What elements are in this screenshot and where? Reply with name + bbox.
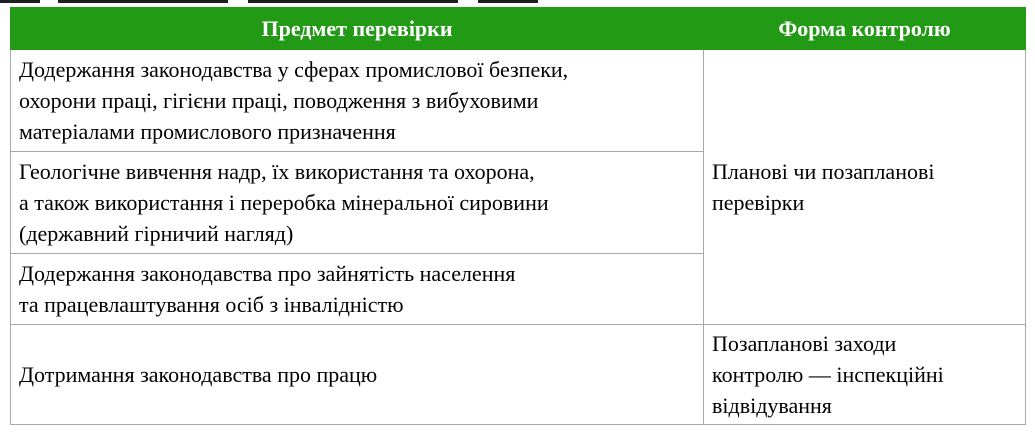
cropped-text-strip [0, 0, 1035, 5]
table-row [11, 50, 1026, 152]
subject-line: та працевлаштування осіб з інвалідністю [19, 292, 404, 317]
subject-line: охорони праці, гігієни праці, поводження з вибуховими [19, 88, 539, 113]
header-form: Форма контролю [704, 8, 1026, 50]
subject-cell [11, 50, 704, 152]
subject-line: Дотримання законодавства про працю [19, 362, 378, 387]
subject-line: Геологічне вивчення надр, їх використання та охорона, [19, 159, 535, 184]
form-line: Позапланові заходи [712, 331, 897, 356]
form-line: контролю — інспекційні [712, 362, 944, 387]
subject-line: (державний гірничий нагляд) [19, 221, 294, 246]
subject-line: Додержання законодавства у сферах промислової безпеки, [19, 57, 569, 82]
form-line: відвідування [712, 393, 832, 418]
form-line: перевірки [712, 190, 805, 215]
subject-line: матеріалами промислового призначення [19, 119, 396, 144]
form-cell-planned [704, 50, 1026, 325]
form-cell-unplanned [704, 325, 1026, 425]
header-row [11, 8, 1026, 50]
subject-line: Додержання законодавства про зайнятість населення [19, 261, 516, 286]
subject-line: а також використання і переробка мінеральної сировини [19, 190, 549, 215]
table-row [11, 325, 1026, 425]
subject-cell [11, 254, 704, 325]
form-line: Планові чи позапланові [712, 159, 935, 184]
header-subject: Предмет перевірки [11, 8, 704, 50]
subject-cell [11, 152, 704, 254]
subject-cell [11, 325, 704, 425]
inspection-table [10, 7, 1026, 425]
